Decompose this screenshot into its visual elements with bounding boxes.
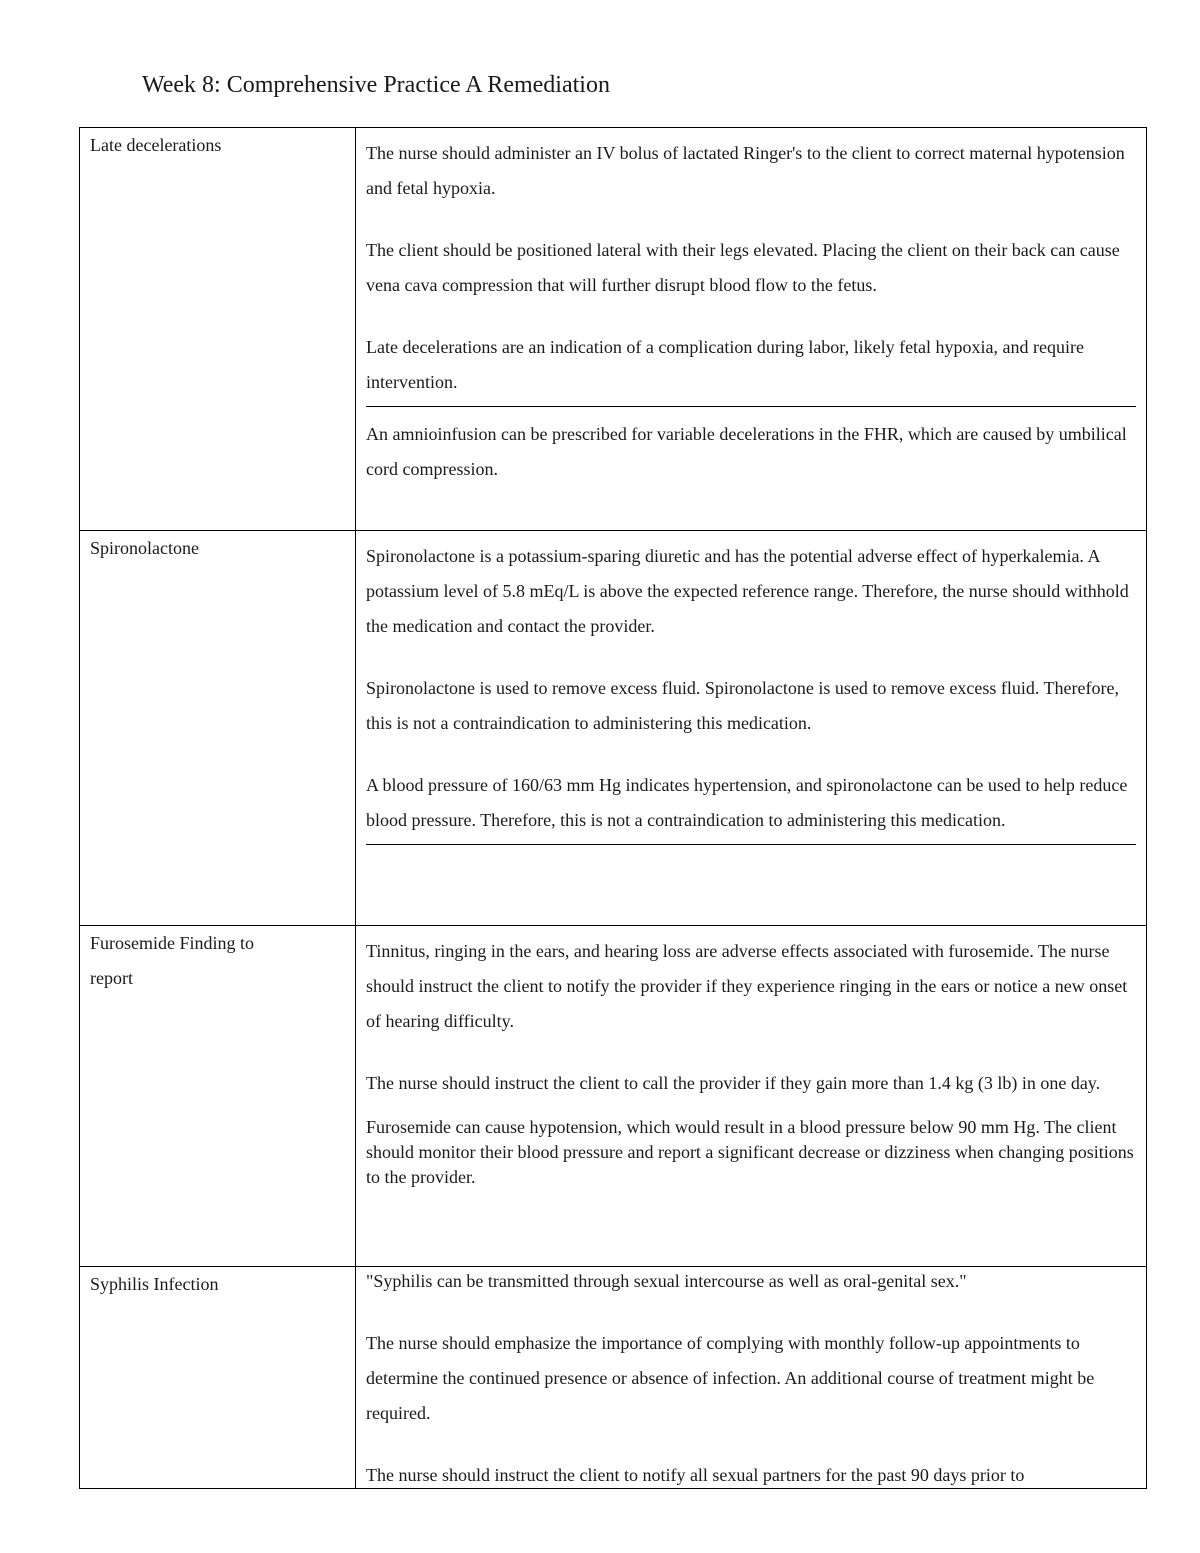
rationale-paragraph: The nurse should instruct the client to notify all sexual partners for the past 90 days prior to <box>366 1465 1025 1485</box>
rationale-paragraph: "Syphilis can be transmitted through sexual intercourse as well as oral-genital sex." <box>366 1271 967 1291</box>
term-label-line: report <box>90 968 133 988</box>
rationale-paragraph: Tinnitus, ringing in the ears, and hearing loss are adverse effects associated with furosemide. The nurse should instruct the client to notify the provider if they experience ringing in the ears or notice a new onset of hearing difficulty. <box>366 941 1128 1031</box>
rationale-paragraph: A blood pressure of 160/63 mm Hg indicates hypertension, and spironolactone can be used to help reduce blood pressure. Therefore, this is not a contraindication to administering this medication. <box>366 768 1136 845</box>
rationale-cell <box>356 128 1147 531</box>
rationale-paragraph: The nurse should instruct the client to call the provider if they gain more than 1.4 kg (3 lb) in one day. <box>366 1073 1101 1093</box>
term-cell <box>80 531 356 926</box>
table-row <box>80 926 1147 1267</box>
term-label: Late decelerations <box>90 135 222 155</box>
rationale-paragraph: The nurse should administer an IV bolus of lactated Ringer's to the client to correct maternal hypotension and fetal hypoxia. <box>366 143 1125 198</box>
term-cell <box>80 1267 356 1489</box>
term-label-line: Furosemide Finding to <box>90 933 255 953</box>
term-cell <box>80 128 356 531</box>
table-row <box>80 1267 1147 1489</box>
remediation-table <box>79 127 1147 1489</box>
rationale-paragraph: An amnioinfusion can be prescribed for variable decelerations in the FHR, which are caused by umbilical cord compression. <box>366 424 1127 479</box>
rationale-cell <box>356 926 1147 1267</box>
rationale-paragraph: Late decelerations are an indication of a complication during labor, likely fetal hypoxia, and require intervention. <box>366 330 1136 407</box>
rationale-paragraph: The nurse should emphasize the importance of complying with monthly follow-up appointments to determine the continued presence or absence of infection. An additional course of treatment might be required. <box>366 1333 1095 1423</box>
rationale-paragraph: The client should be positioned lateral with their legs elevated. Placing the client on their back can cause vena cava compression that will further disrupt blood flow to the fetus. <box>366 240 1120 295</box>
rationale-paragraph: Furosemide can cause hypotension, which would result in a blood pressure below 90 mm Hg. The client should monitor their blood pressure and report a significant decrease or dizziness when changing positions to the provider. <box>366 1117 1134 1187</box>
rationale-cell <box>356 531 1147 926</box>
term-label: Syphilis Infection <box>90 1274 219 1294</box>
rationale-cell <box>356 1267 1147 1489</box>
table-row <box>80 531 1147 926</box>
page-title: Week 8: Comprehensive Practice A Remediation <box>142 72 610 98</box>
table-row <box>80 128 1147 531</box>
rationale-paragraph: Spironolactone is used to remove excess fluid. Spironolactone is used to remove excess fluid. Therefore, this is not a contraindication to administering this medication. <box>366 678 1119 733</box>
term-cell <box>80 926 356 1267</box>
term-label: Spironolactone <box>90 538 199 558</box>
rationale-paragraph: Spironolactone is a potassium-sparing diuretic and has the potential adverse effect of hyperkalemia. A potassium level of 5.8 mEq/L is above the expected reference range. Therefore, the nurse should withhold the medication and contact the provider. <box>366 546 1129 636</box>
